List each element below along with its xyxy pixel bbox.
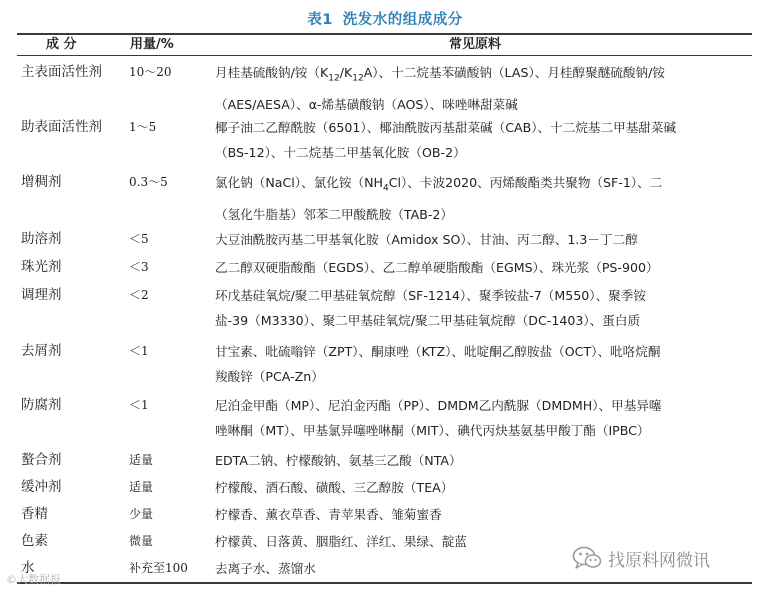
materials-cell [215, 255, 755, 280]
component-cell: 防腐剂 [21, 397, 62, 413]
materials-line: 甘宝素、吡硫嗡锌（ZPT）、酮康唑（KTZ）、吡啶酮乙醇胺盐（OCT）、吡咯烷酮 [215, 344, 661, 359]
watermark-text: 找原料网微讯 [608, 550, 710, 571]
dosage-cell: ＜5 [129, 232, 149, 246]
component-cell: 缓冲剂 [21, 479, 62, 495]
dosage-cell: 微量 [129, 534, 154, 548]
watermark [572, 543, 710, 573]
component-cell: 香精 [21, 506, 48, 522]
materials-cell [215, 393, 755, 443]
materials-line: 环戊基硅氧烷/聚二甲基硅氧烷醇（SF-1214）、聚季铵盐-7（M550）、聚季铵 [215, 288, 646, 303]
header-dosage: 用量/% [130, 37, 174, 52]
component-cell: 色素 [21, 533, 48, 549]
materials-line: 乙二醇双硬脂酸酯（EGDS）、乙二醇单硬脂酸酯（EGMS）、珠光浆（PS-900） [215, 260, 659, 275]
dosage-cell: ＜3 [129, 260, 149, 274]
materials-line: 去离子水、蒸馏水 [215, 561, 316, 576]
materials-line: （BS-12）、十二烷基二甲基氧化胺（OB-2） [215, 145, 466, 160]
materials-line: 羧酸锌（PCA-Zn） [215, 369, 324, 384]
header-component: 成 分 [46, 37, 77, 52]
materials-cell [215, 283, 755, 333]
dosage-cell: ＜2 [129, 288, 149, 302]
component-cell: 去屑剂 [21, 343, 62, 359]
materials-line: 柠檬酸、酒石酸、磺酸、三乙醇胺（TEA） [215, 480, 454, 495]
dosage-cell: ＜1 [129, 344, 149, 358]
table-top-rule [17, 33, 752, 35]
dosage-cell: 补充至100 [129, 561, 188, 575]
materials-line: （AES/AESA）、α-烯基磺酸钠（AOS）、咪唑啉甜菜碱 [215, 96, 518, 112]
component-cell: 调理剂 [21, 287, 62, 303]
component-cell: 螯合剂 [21, 452, 62, 468]
materials-cell [215, 502, 755, 527]
materials-line: 椰子油二乙醇酰胺（6501）、椰油酰胺丙基甜菜碱（CAB）、十二烷基二甲基甜菜碱 [215, 120, 677, 135]
materials-line: 盐-39（M3330）、聚二甲基硅氧烷/聚二甲基硅氧烷醇（DC-1403）、蛋白质 [215, 313, 641, 328]
materials-line: 氯化钠（NaCl）、氯化铵$(NH_4Cl)$、卡波2020、丙烯酸酯类共聚物（SF-1）、二 [215, 175, 663, 194]
dosage-cell: 少量 [129, 507, 154, 521]
materials-cell [215, 339, 755, 389]
dosage-cell: 适量 [129, 480, 154, 494]
dosage-cell: 适量 [129, 453, 154, 467]
component-cell: 水 [21, 560, 35, 576]
dosage-cell: 0.3～5 [129, 175, 168, 189]
table-number: 表1 [307, 12, 333, 28]
dosage-cell: ＜1 [129, 398, 149, 412]
table-bottom-rule [17, 582, 752, 584]
materials-cell [215, 448, 755, 473]
table-title-text: 洗发水的组成成分 [342, 12, 463, 28]
materials-line: 大豆油酰胺丙基二甲基氧化胺（Amidox SO）、甘油、丙二醇、1.3－丁二醇 [215, 232, 638, 247]
materials-line: （氢化牛脂基）邻苯二甲酸酰胺（TAB-2） [215, 206, 454, 222]
materials-line: 柠檬黄、日落黄、胭脂红、洋红、果绿、靛蓝 [215, 534, 467, 549]
component-cell: 增稠剂 [21, 174, 62, 190]
materials-cell [215, 227, 755, 252]
header-materials: 常见原料 [449, 37, 502, 52]
materials-cell [215, 115, 755, 165]
component-cell: 珠光剂 [21, 259, 62, 275]
materials-line: 月桂基硫酸钠/铵$(K_{12}/K_{12}A)$、十二烷基苯磺酸钠（LAS）、月桂醇聚醚硫酸钠/铵 [215, 65, 665, 84]
corner-watermark: ©大数据报 [6, 573, 61, 586]
table-title [0, 8, 770, 29]
wechat-icon [572, 545, 602, 571]
materials-line: 尼泊金甲酯（MP）、尼泊金丙酯（PP）、DMDM乙内酰脲（DMDMH）、甲基异噻 [215, 398, 662, 413]
materials-line: EDTA二钠、柠檬酸钠、氨基三乙酸（NTA） [215, 453, 462, 468]
component-cell: 主表面活性剂 [21, 64, 102, 80]
materials-line: 唑啉酮（MT）、甲基氯异噻唑啉酮（MIT）、碘代丙炔基氨基甲酸丁酯（IPBC） [215, 423, 650, 438]
materials-cell [215, 475, 755, 500]
component-cell: 助溶剂 [21, 231, 62, 247]
materials-cell [215, 170, 755, 227]
materials-cell [215, 60, 755, 117]
component-cell: 助表面活性剂 [21, 119, 102, 135]
materials-line: 柠檬香、薰衣草香、青苹果香、雏菊蜜香 [215, 507, 442, 522]
table-header-rule [17, 55, 752, 56]
dosage-cell: 1～5 [129, 120, 157, 134]
dosage-cell: 10～20 [129, 65, 172, 79]
